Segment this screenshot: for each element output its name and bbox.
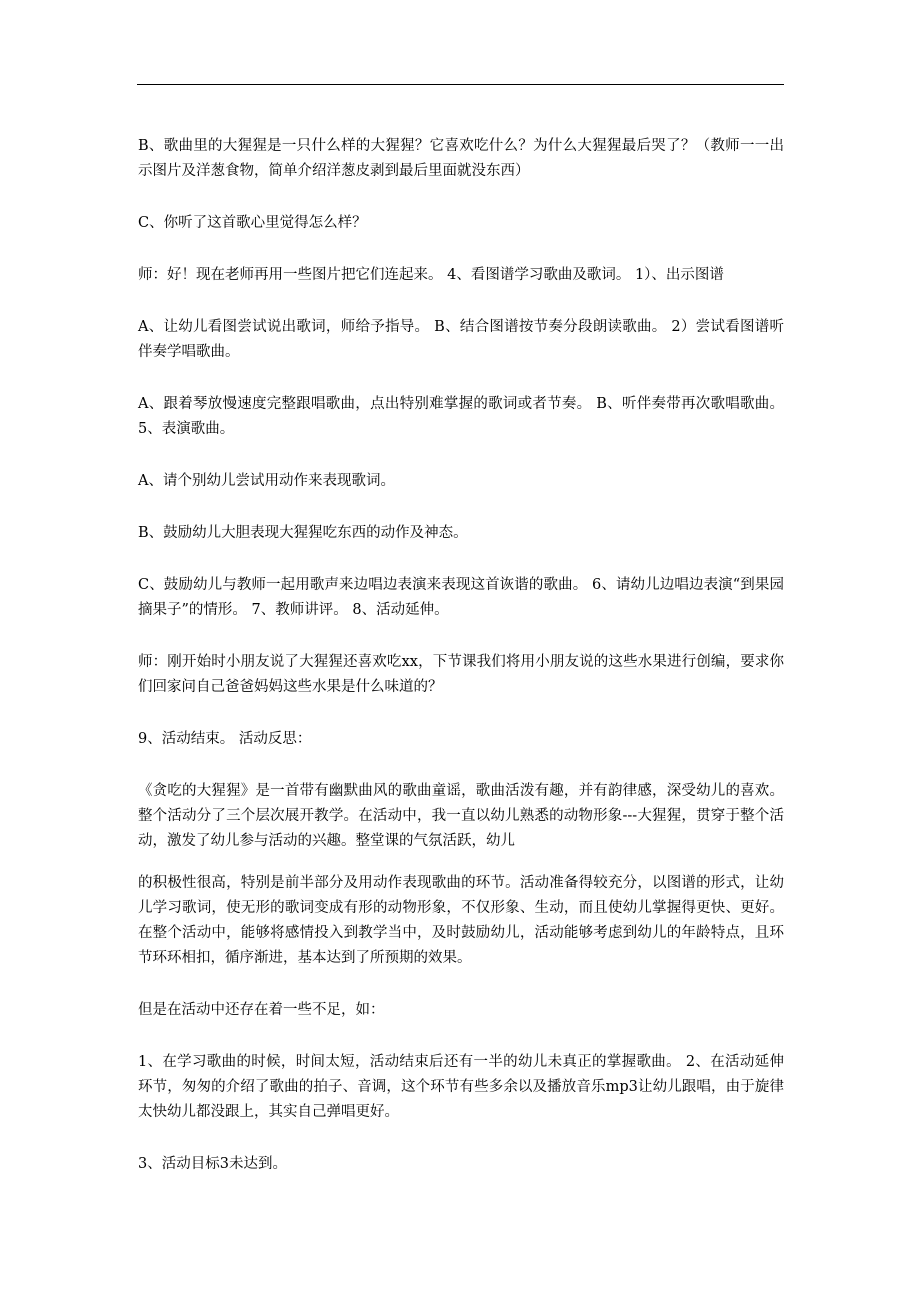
paragraph-step-5: A、跟着琴放慢速度完整跟唱歌曲，点出特别难掌握的歌词或者节奏。 B、听伴奏带再次歌唱歌曲。 5、表演歌曲。 xyxy=(138,396,784,437)
paragraph-perform-c: C、鼓励幼儿与教师一起用歌声来边唱边表演来表现这首诙谐的歌曲。 6、请幼儿边唱边表演“到果园摘果子”的情形。 7、教师讲评。 8、活动延伸。 xyxy=(138,577,784,618)
paragraph-perform-b: B、鼓励幼儿大胆表现大猩猩吃东西的动作及神态。 xyxy=(138,525,468,541)
paragraph-reflection-1: 《贪吃的大猩猩》是一首带有幽默曲风的歌曲童谣，歌曲活泼有趣，并有韵律感，深受幼儿的喜欢。整个活动分了三个层次展开教学。在活动中，我一直以幼儿熟悉的动物形象---大猩猩，贯穿于整个活动，激发了幼儿参与活动的兴趣。整堂课的气氛活跃，幼儿 xyxy=(138,783,784,849)
paragraph-shortcoming-3: 3、活动目标3未达到。 xyxy=(138,1156,287,1172)
paragraph-question-c: C、你听了这首歌心里觉得怎么样？ xyxy=(138,215,367,231)
header-divider xyxy=(137,84,784,85)
paragraph-question-b: B、歌曲里的大猩猩是一只什么样的大猩猩？它喜欢吃什么？为什么大猩猩最后哭了？（教师一一出示图片及洋葱食物，简单介绍洋葱皮剥到最后里面就没东西） xyxy=(138,138,784,179)
paragraph-step-4-detail: A、让幼儿看图尝试说出歌词，师给予指导。 B、结合图谱按节奏分段朗读歌曲。 2）尝试看图谱听伴奏学唱歌曲。 xyxy=(138,319,784,360)
document-body xyxy=(138,134,784,1177)
paragraph-shortcoming-1-2: 1、在学习歌曲的时候，时间太短，活动结束后还有一半的幼儿未真正的掌握歌曲。 2、在活动延伸环节，匆匆的介绍了歌曲的拍子、音调，这个环节有些多余以及播放音乐mp3让幼儿跟唱，由于旋律太快幼儿都没跟上，其实自己弹唱更好。 xyxy=(138,1054,784,1120)
paragraph-activity-end: 9、活动结束。 活动反思： xyxy=(138,731,312,747)
paragraph-step-4: 师：好！现在老师再用一些图片把它们连起来。 4、看图谱学习歌曲及歌词。 1）、出示图谱 xyxy=(138,267,724,283)
paragraph-shortcomings: 但是在活动中还存在着一些不足，如： xyxy=(138,1002,385,1018)
paragraph-perform-a: A、请个别幼儿尝试用动作来表现歌词。 xyxy=(138,473,395,489)
paragraph-extension: 师：刚开始时小朋友说了大猩猩还喜欢吃xx，下节课我们将用小朋友说的这些水果进行创编，要求你们回家问自己爸爸妈妈这些水果是什么味道的？ xyxy=(138,654,784,695)
paragraph-reflection-2: 的积极性很高，特别是前半部分及用动作表现歌曲的环节。活动准备得较充分，以图谱的形式，让幼儿学习歌词，使无形的歌词变成有形的动物形象，不仅形象、生动，而且使幼儿掌握得更快、更好。在整个活动中，能够将感情投入到教学当中，及时鼓励幼儿，活动能够考虑到幼儿的年龄特点，且环节环环相扣，循序渐进，基本达到了所预期的效果。 xyxy=(138,875,784,966)
